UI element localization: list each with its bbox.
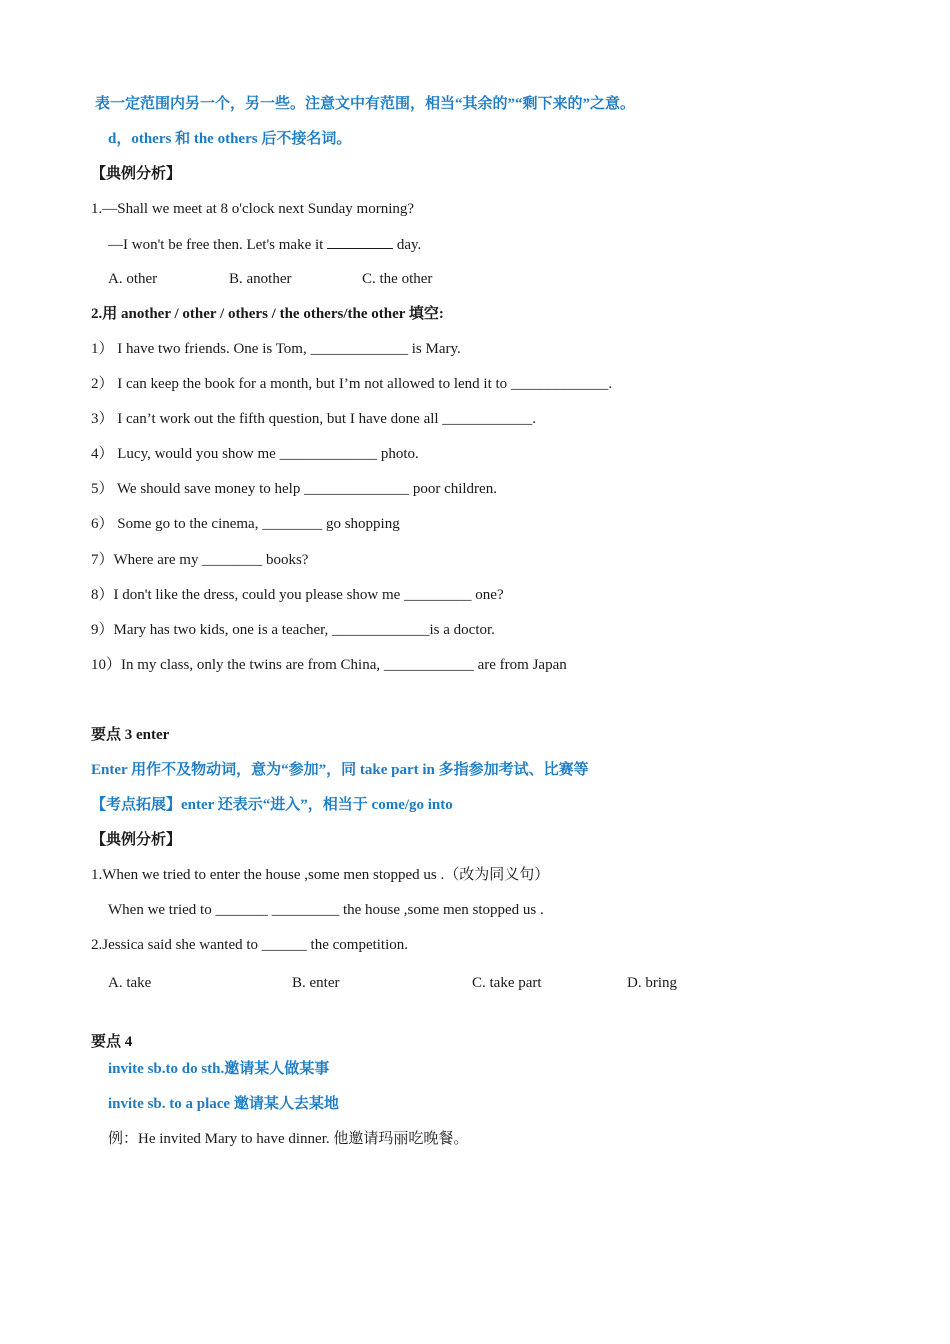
fill-item: 10）In my class, only the twins are from China, ____________ are from Japan <box>91 657 567 673</box>
fill-item: 9）Mary has two kids, one is a teacher, _____________is a doctor. <box>91 622 495 638</box>
enter-question-1-line-2: When we tried to _______ _________ the house ,some men stopped us . <box>108 902 544 918</box>
question-1-line-2-post: day. <box>393 237 422 253</box>
question-2-heading: 2.用 another / other / others / the others/the other 填空: <box>91 306 444 322</box>
question-1-line-2 <box>108 234 421 255</box>
question-1-line-2-pre: —I won't be free then. Let's make it <box>108 237 328 253</box>
invite-note-1: invite sb.to do sth.邀请某人做某事 <box>108 1061 330 1077</box>
enter-question-1-line-1: 1.When we tried to enter the house ,some men stopped us .（改为同义句） <box>91 867 550 883</box>
section-4-heading: 要点 4 <box>91 1034 133 1050</box>
option-c: C. take part <box>472 975 542 991</box>
note-c: 表一定范围内另一个，另一些。注意文中有范围，相当“其余的”“剩下来的”之意。 <box>95 96 636 112</box>
question-1-options <box>0 269 950 289</box>
enter-note: Enter 用作不及物动词，意为“参加”，同 take part in 多指参加考试、比赛等 <box>91 762 589 778</box>
fill-item: 1） I have two friends. One is Tom, _____________ is Mary. <box>91 341 461 357</box>
enter-question-2: 2.Jessica said she wanted to ______ the competition. <box>91 937 409 953</box>
question-1-line-1: 1.—Shall we meet at 8 o'clock next Sunday morning? <box>91 201 415 217</box>
fill-item: 2） I can keep the book for a month, but I’m not allowed to lend it to _____________. <box>91 376 613 392</box>
fill-item: 5） We should save money to help ______________ poor children. <box>91 481 497 497</box>
option-b: B. enter <box>292 975 340 991</box>
note-d: d，others 和 the others 后不接名词。 <box>108 131 352 147</box>
example-heading-1: 【典例分析】 <box>91 166 182 182</box>
fill-item: 3） I can’t work out the fifth question, but I have done all ____________. <box>91 411 537 427</box>
invite-example: 例：He invited Mary to have dinner. 他邀请玛丽吃晚餐。 <box>108 1131 469 1147</box>
option-c: C. the other <box>362 271 433 287</box>
fill-item: 7）Where are my ________ books? <box>91 552 309 568</box>
fill-item: 4） Lucy, would you show me _____________ photo. <box>91 446 419 462</box>
option-a: A. take <box>108 975 152 991</box>
option-a: A. other <box>108 271 158 287</box>
fill-item: 6） Some go to the cinema, ________ go shopping <box>91 516 400 532</box>
example-heading-2: 【典例分析】 <box>91 832 182 848</box>
option-d: D. bring <box>627 975 677 991</box>
fill-item: 8）I don't like the dress, could you please show me _________ one? <box>91 587 504 603</box>
extension-note: 【考点拓展】enter 还表示“进入”，相当于 come/go into <box>91 797 453 813</box>
answer-blank <box>327 234 393 249</box>
invite-note-2: invite sb. to a place 邀请某人去某地 <box>108 1096 339 1112</box>
section-3-heading: 要点 3 enter <box>91 727 170 743</box>
enter-question-2-options <box>0 973 950 993</box>
option-b: B. another <box>229 271 292 287</box>
